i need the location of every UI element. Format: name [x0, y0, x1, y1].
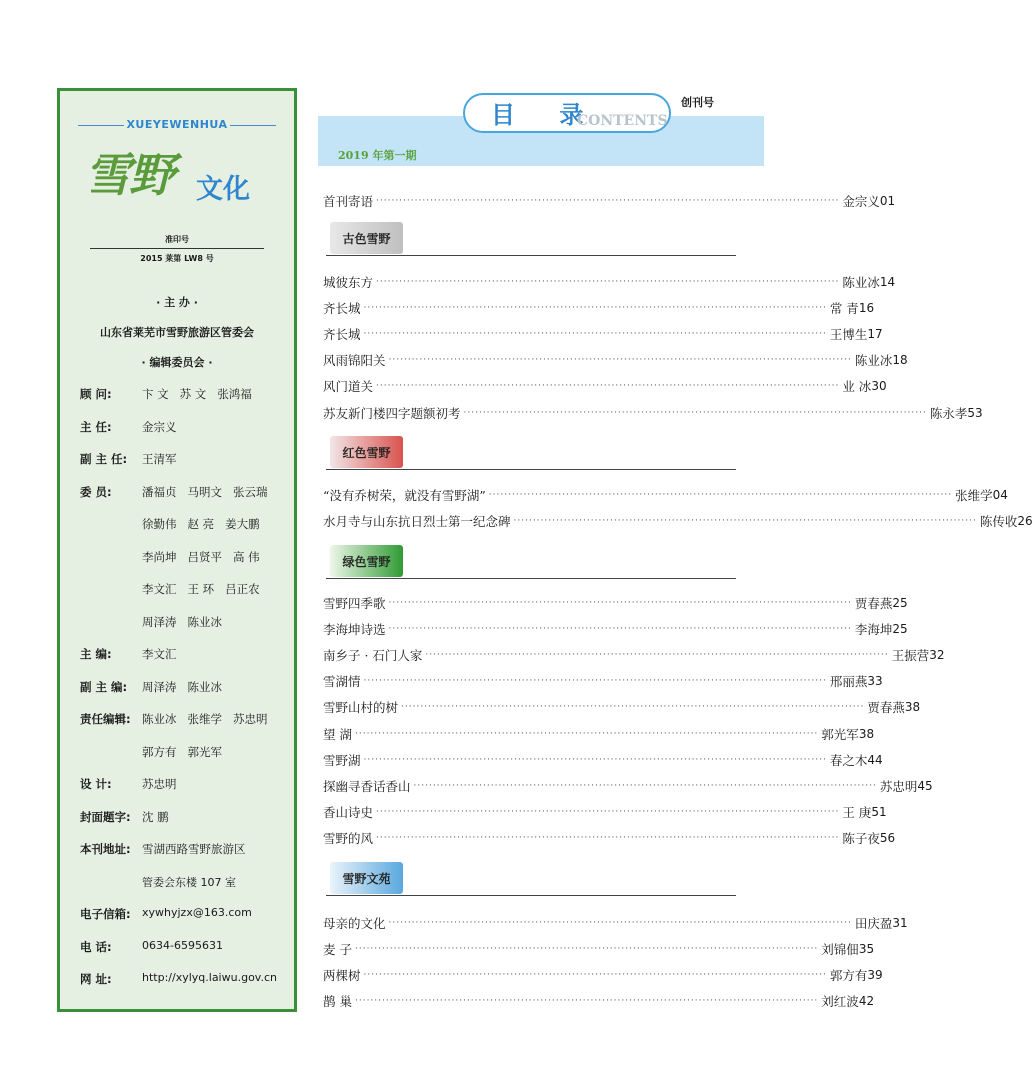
entry-title: 齐长城 — [323, 327, 361, 342]
staff-row — [80, 419, 280, 452]
entry-page: 30 — [871, 379, 887, 393]
entry-author: 陈业冰 — [842, 275, 880, 290]
entry-author: 陈业冰 — [854, 353, 893, 368]
entry-title: 雪野湖 — [323, 753, 361, 768]
dot-leader: ························································································································ — [425, 650, 889, 660]
staff-names — [142, 516, 271, 532]
entry-author: 张维学 — [955, 488, 993, 503]
entry-page: 56 — [879, 831, 896, 845]
entry-title: 李海坤诗选 — [323, 622, 386, 637]
staff-names — [142, 484, 279, 500]
toc-entry[interactable] — [323, 697, 921, 717]
entry-page: 38 — [858, 727, 875, 741]
dot-leader: ························································································································ — [413, 781, 877, 791]
staff-role: 封面题字: — [80, 809, 131, 824]
staff-name: 王清军 — [142, 452, 177, 466]
staff-name: 卞 文 — [142, 387, 169, 401]
staff-names — [142, 809, 180, 825]
staff-name: 张云瑞 — [233, 484, 268, 499]
staff-role: 委 员: — [80, 484, 112, 499]
toc-entry[interactable] — [323, 965, 883, 985]
section-rule — [326, 469, 736, 470]
staff-name: 李文汇 — [142, 647, 177, 661]
section-header — [326, 545, 736, 579]
entry-title: 苏友新门楼四字题额初考 — [323, 406, 461, 421]
staff-names — [142, 679, 233, 695]
entry-author: 郭光军 — [821, 727, 859, 742]
staff-role: 副 主 任: — [80, 452, 128, 466]
entry-title: 雪野山村的树 — [323, 700, 399, 715]
entry-author: 王博生 — [829, 327, 868, 342]
toc-entry[interactable] — [323, 671, 883, 691]
entry-page: 16 — [858, 301, 875, 315]
pinyin-banner — [78, 118, 276, 132]
dot-leader: ························································································································ — [388, 598, 852, 608]
entry-page: 32 — [929, 648, 945, 662]
entry-author: 邢丽燕 — [829, 674, 868, 689]
toc-entry[interactable] — [323, 939, 875, 959]
entry-page: 42 — [858, 994, 875, 1008]
staff-name: 金宗义 — [142, 419, 177, 434]
entry-page: 14 — [879, 275, 896, 289]
staff-name: 周泽涛 — [142, 614, 177, 629]
entry-author: 郭方有 — [829, 968, 868, 983]
entry-page: 17 — [867, 327, 883, 341]
entry-author: 田庆盈 — [854, 916, 893, 931]
entry-author: 刘红波 — [821, 994, 859, 1009]
entry-page: 04 — [992, 488, 1008, 502]
contents-title: 目 录 — [491, 101, 602, 129]
entry-page: 38 — [904, 700, 921, 714]
staff-name: 陈业冰 — [187, 679, 222, 694]
entry-author: 业 冰 — [842, 379, 872, 394]
staff-names — [142, 971, 288, 984]
dot-leader: ························································································································ — [363, 970, 827, 980]
contents-title-en: CONTENTS — [577, 113, 668, 129]
staff-row — [80, 451, 280, 484]
dot-leader: ························································································································ — [354, 996, 819, 1006]
edition-label: 创刊号 — [681, 96, 714, 109]
staff-name: 吕正农 — [225, 582, 260, 596]
staff-role: 主 任: — [80, 419, 112, 434]
dot-leader: ························································································································ — [376, 833, 840, 843]
sponsor: 山东省莱芜市雪野旅游区管委会 — [100, 326, 254, 339]
staff-list — [80, 386, 280, 1004]
staff-name: 赵 亮 — [187, 517, 215, 531]
dot-leader: ························································································································ — [463, 408, 927, 418]
toc-entry[interactable] — [323, 619, 908, 639]
toc-entry[interactable] — [323, 191, 896, 211]
staff-row — [80, 581, 280, 614]
section-tab: 绿色雪野 — [330, 545, 403, 577]
staff-row — [80, 679, 280, 712]
entry-title: 雪湖情 — [323, 674, 361, 689]
entry-title: 鹊 巢 — [323, 994, 352, 1009]
staff-names — [142, 646, 188, 662]
staff-role: 责任编辑: — [80, 712, 131, 726]
staff-name: 沈 鹏 — [142, 809, 169, 824]
staff-name: 苏 文 — [179, 387, 207, 401]
staff-row — [80, 744, 280, 777]
staff-names — [142, 744, 233, 760]
staff-name: 郭光军 — [187, 744, 222, 759]
staff-name: 高 伟 — [233, 549, 260, 564]
dot-leader: ························································································································ — [354, 944, 819, 954]
dot-leader: ························································································································ — [513, 516, 977, 526]
entry-title: 水月寺与山东抗日烈士第一纪念碑 — [323, 514, 511, 529]
staff-name: 0634-6595631 — [142, 938, 223, 952]
staff-names — [142, 711, 279, 727]
entry-title: 母亲的文化 — [323, 916, 386, 931]
toc-entry[interactable] — [323, 298, 875, 318]
toc-entry[interactable] — [323, 913, 908, 933]
staff-row — [80, 939, 280, 972]
dot-leader: ························································································································ — [354, 729, 819, 739]
entry-author: 贾春燕 — [867, 700, 905, 715]
entry-title: 望 湖 — [323, 727, 352, 742]
entry-author: 李海坤 — [854, 622, 893, 637]
dot-leader: ························································································································ — [401, 702, 865, 712]
toc-entry[interactable] — [323, 802, 887, 822]
staff-row — [80, 841, 280, 874]
staff-role: 本刊地址: — [80, 842, 131, 856]
entry-page: 44 — [867, 753, 883, 767]
toc-entry[interactable] — [323, 724, 875, 744]
entry-page: 31 — [892, 916, 908, 930]
toc-entry[interactable] — [323, 776, 933, 796]
staff-row — [80, 776, 280, 809]
entry-page: 45 — [917, 779, 933, 793]
entry-title: 探幽寻香话香山 — [323, 779, 411, 794]
staff-role: 电 话: — [80, 939, 112, 954]
staff-role: 电子信箱: — [80, 907, 131, 921]
committee-label: · 编辑委员会 · — [141, 356, 213, 369]
staff-name: 徐勤伟 — [142, 517, 177, 531]
dot-leader: ························································································································ — [376, 381, 840, 391]
staff-names — [142, 776, 188, 792]
staff-role: 主 编: — [80, 647, 112, 661]
dot-leader: ························································································································ — [363, 303, 827, 313]
toc-entry[interactable] — [323, 593, 908, 613]
staff-name: 潘福贞 — [142, 484, 177, 499]
dot-leader: ························································································································ — [388, 918, 852, 928]
staff-name: 雪湖西路雪野旅游区 — [142, 842, 246, 856]
staff-name: 李文汇 — [142, 582, 177, 596]
entry-title: 齐长城 — [323, 301, 361, 316]
staff-row — [80, 711, 280, 744]
staff-names — [142, 549, 271, 565]
staff-name: 李尚坤 — [142, 549, 177, 564]
pinyin-title: XUEYEWENHUA — [126, 118, 228, 131]
entry-title: 麦 子 — [323, 942, 352, 957]
entry-author: 陈传收 — [979, 514, 1018, 529]
dot-leader: ························································································································ — [388, 355, 852, 365]
staff-names — [142, 419, 188, 435]
staff-names — [142, 451, 188, 467]
section-header — [326, 222, 736, 256]
sponsor-label: · 主 办 · — [156, 296, 198, 309]
staff-names — [142, 939, 234, 952]
entry-page: 18 — [892, 353, 908, 367]
toc-entry[interactable] — [323, 828, 896, 848]
permit-block — [90, 234, 264, 264]
staff-name: 管委会东楼 107 室 — [142, 875, 236, 889]
entry-title: “没有乔树荣，就没有雪野湖” — [323, 488, 486, 503]
staff-name: 苏忠明 — [142, 777, 177, 791]
entry-author: 陈子夜 — [842, 831, 880, 846]
dot-leader: ························································································································ — [376, 196, 840, 206]
toc-entry[interactable] — [323, 485, 1008, 505]
section-rule — [326, 255, 736, 256]
staff-names — [142, 581, 271, 597]
staff-names — [142, 614, 233, 630]
entry-page: 39 — [867, 968, 883, 982]
staff-row — [80, 906, 280, 939]
divider — [230, 125, 276, 126]
calligraphy-logo: 雪野 — [85, 148, 173, 202]
staff-name: http://xylyq.laiwu.gov.cn — [142, 971, 277, 984]
entry-author: 王振营 — [891, 648, 930, 663]
entry-author: 春之木 — [829, 753, 868, 768]
toc-entry[interactable] — [323, 511, 1033, 531]
staff-role: 设 计: — [80, 777, 112, 791]
section-tab: 红色雪野 — [330, 436, 403, 468]
staff-name: 郭方有 — [142, 744, 177, 759]
entry-author: 王 庚 — [842, 805, 872, 820]
entry-page: 01 — [879, 194, 896, 208]
entry-title: 香山诗史 — [323, 805, 374, 820]
toc-entry[interactable] — [323, 350, 908, 370]
toc-entry[interactable] — [323, 750, 883, 770]
entry-title: 南乡子 · 石门人家 — [323, 648, 423, 663]
logo-text: 文化 — [196, 174, 250, 205]
staff-row — [80, 614, 280, 647]
dot-leader: ························································································································ — [376, 277, 840, 287]
toc-entry[interactable] — [323, 272, 896, 292]
dot-leader: ························································································································ — [363, 755, 827, 765]
staff-names — [142, 906, 263, 919]
toc-entry[interactable] — [323, 376, 887, 396]
permit-number: 2015 莱第 LW8 号 — [140, 254, 214, 263]
staff-row — [80, 874, 280, 907]
staff-name: 马明文 — [187, 484, 222, 499]
entry-page: 26 — [1017, 514, 1033, 528]
entry-page: 25 — [892, 596, 908, 610]
entry-page: 33 — [867, 674, 883, 688]
entry-author: 贾春燕 — [854, 596, 893, 611]
staff-row — [80, 516, 280, 549]
entry-author: 苏忠明 — [879, 779, 918, 794]
staff-name: 周泽涛 — [142, 679, 177, 694]
contents-title-pill — [463, 93, 671, 133]
staff-row — [80, 646, 280, 679]
dot-leader: ························································································································ — [376, 807, 840, 817]
entry-page: 53 — [967, 406, 983, 420]
staff-row — [80, 971, 280, 1004]
staff-names — [142, 874, 247, 890]
entry-title: 风雨锦阳关 — [323, 353, 386, 368]
staff-role: 副 主 编: — [80, 679, 128, 694]
masthead-panel — [57, 88, 297, 1012]
toc-entry[interactable] — [323, 403, 983, 423]
toc-entry[interactable] — [323, 324, 883, 344]
dot-leader: ························································································································ — [388, 624, 852, 634]
entry-author: 陈永孝 — [929, 406, 968, 421]
issue-label: 2019 年第一期 — [338, 149, 417, 162]
entry-author: 刘锦佃 — [821, 942, 859, 957]
staff-row — [80, 386, 280, 419]
dot-leader: ························································································································ — [488, 490, 953, 500]
entry-page: 35 — [858, 942, 875, 956]
staff-role: 网 址: — [80, 972, 112, 986]
staff-name: 姜大鹏 — [225, 517, 260, 531]
entry-title: 雪野的风 — [323, 831, 374, 846]
toc-entry[interactable] — [323, 991, 875, 1011]
dot-leader: ························································································································ — [363, 329, 827, 339]
entry-page: 25 — [892, 622, 908, 636]
entry-author: 金宗义 — [842, 194, 880, 209]
section-rule — [326, 578, 736, 579]
staff-names — [142, 841, 257, 857]
staff-name: 王 环 — [187, 582, 215, 596]
staff-name: 苏忠明 — [233, 712, 268, 726]
permit-label: 准印号 — [90, 234, 264, 249]
entry-title: 城彼东方 — [323, 275, 374, 290]
section-tab: 古色雪野 — [330, 222, 403, 254]
entry-title: 首刊寄语 — [323, 194, 374, 209]
entry-page: 51 — [871, 805, 887, 819]
staff-row — [80, 549, 280, 582]
staff-row — [80, 809, 280, 842]
entry-author: 常 青 — [829, 301, 859, 316]
staff-name: 陈业冰 — [142, 712, 177, 726]
section-rule — [326, 895, 736, 896]
entry-title: 风门道关 — [323, 379, 374, 394]
staff-role: 顾 问: — [80, 387, 112, 401]
dot-leader: ························································································································ — [363, 676, 827, 686]
staff-name: 陈业冰 — [187, 614, 222, 629]
staff-name: xywhyjzx@163.com — [142, 906, 252, 919]
staff-name: 张鸿福 — [217, 387, 252, 401]
section-header — [326, 862, 736, 896]
section-tab: 雪野文苑 — [330, 862, 403, 894]
entry-title: 两棵树 — [323, 968, 361, 983]
staff-row — [80, 484, 280, 517]
staff-name: 张维学 — [187, 712, 222, 726]
section-header — [326, 436, 736, 470]
entry-title: 雪野四季歌 — [323, 596, 386, 611]
toc-entry[interactable] — [323, 645, 945, 665]
staff-name: 吕贤平 — [187, 549, 222, 564]
staff-names — [142, 386, 263, 402]
